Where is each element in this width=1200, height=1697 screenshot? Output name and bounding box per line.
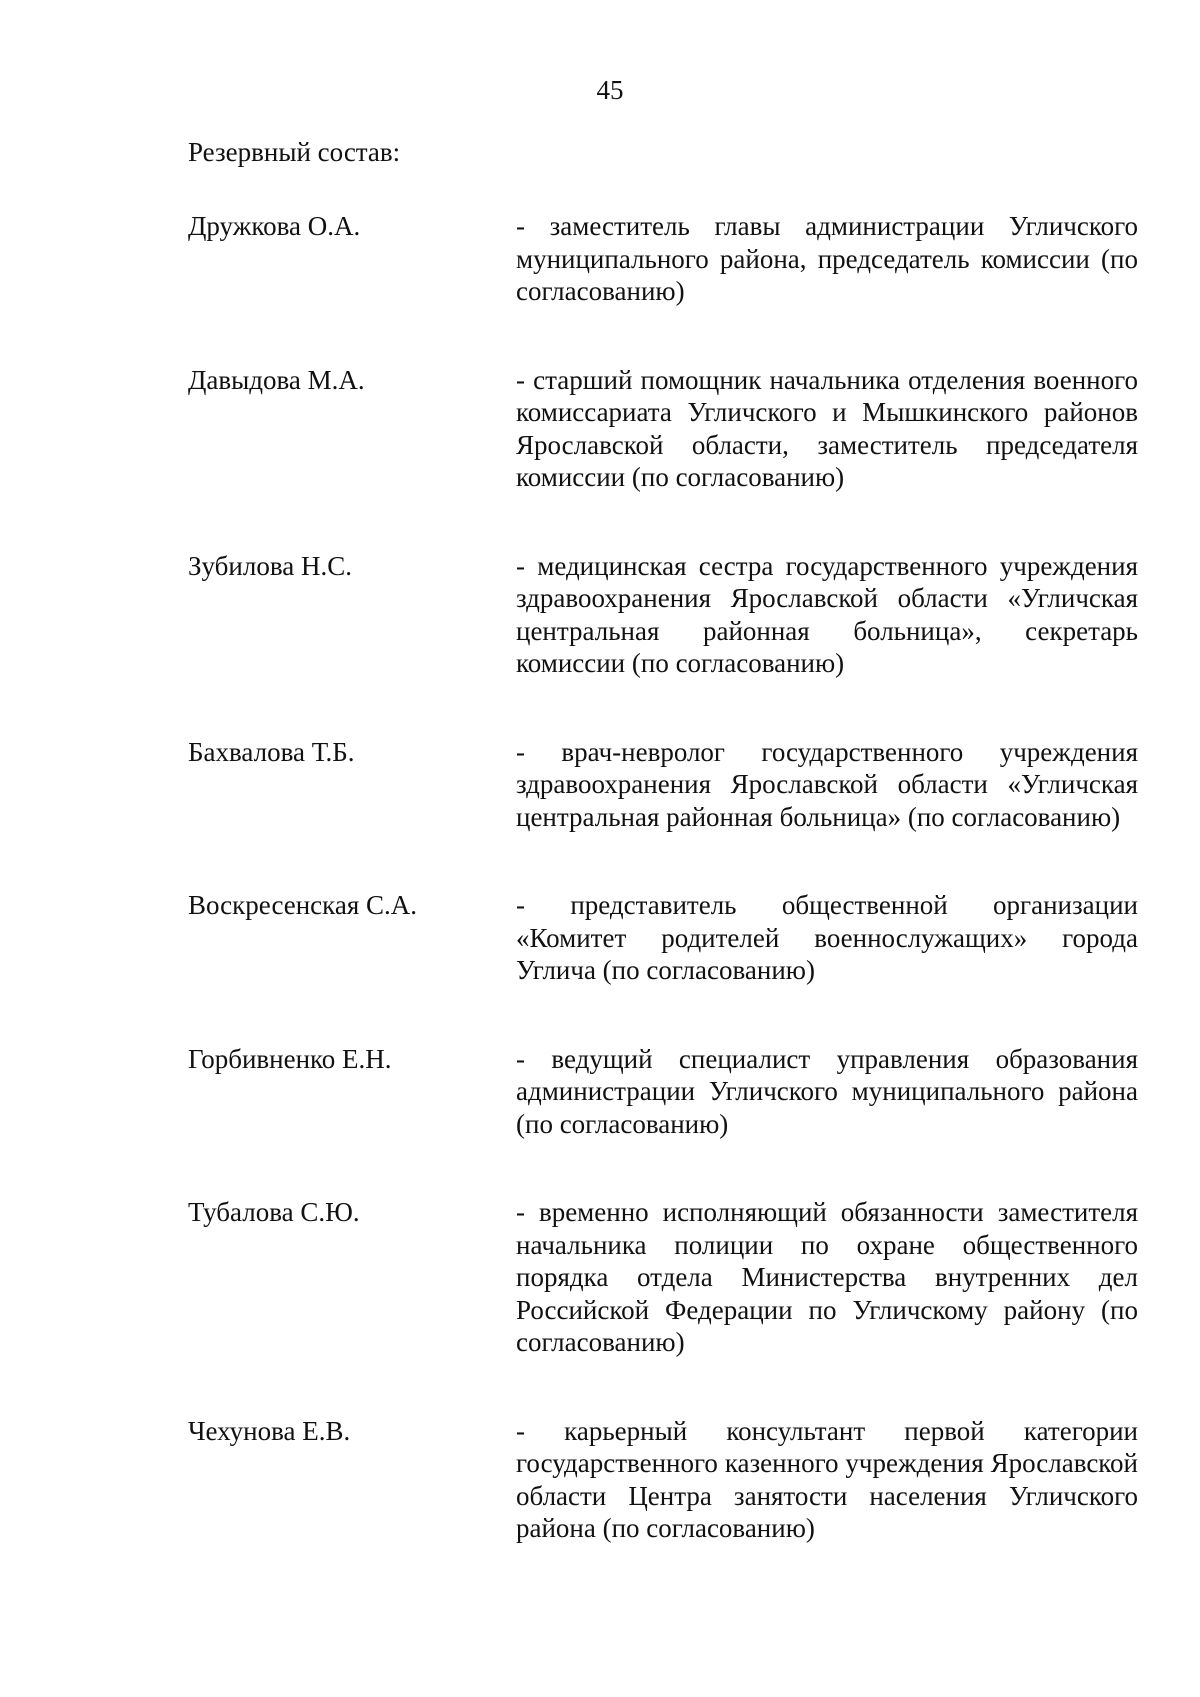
member-list xyxy=(188,210,1138,1545)
member-name: Зубилова Н.С. xyxy=(188,550,352,581)
section-title: Резервный состав: xyxy=(188,137,401,167)
member-name: Бахвалова Т.Б. xyxy=(188,736,355,767)
member-name: Тубалова С.Ю. xyxy=(188,1197,360,1227)
member-role: - представитель общественной организации «Комитет родителей военнослужащих» города Углича (по согласованию) xyxy=(516,890,1138,985)
member-name: Давыдова М.А. xyxy=(188,364,365,395)
member-role: - медицинская сестра государственного учреждения здравоохранения Ярославской области «Угличская центральная районная больница», секретарь комиссии (по согласованию) xyxy=(516,550,1138,678)
member-name: Горбивненко Е.Н. xyxy=(188,1043,392,1074)
member-role: - врач-невролог государственного учреждения здравоохранения Ярославской области «Угличская центральная районная больница» (по согласованию) xyxy=(516,736,1138,832)
member-entry xyxy=(188,1415,1138,1545)
member-role: - временно исполняющий обязанности заместителя начальника полиции по охране общественного порядка отдела Министерства внутренних дел Российской Федерации по Угличскому району (по согласованию) xyxy=(516,1197,1138,1357)
member-role: - старший помощник начальника отделения военного комиссариата Угличского и Мышкинского районов Ярославской области, заместитель председателя комиссии (по согласованию) xyxy=(516,364,1138,492)
member-entry xyxy=(188,210,1138,308)
member-entry xyxy=(188,736,1138,834)
member-role: - карьерный консультант первой категории государственного казенного учреждения Ярославской области Центра занятости населения Угличского района (по согласованию) xyxy=(516,1415,1138,1543)
member-name: Дружкова О.А. xyxy=(188,211,361,241)
member-role: - ведущий специалист управления образования администрации Угличского муниципального района (по согласованию) xyxy=(516,1043,1138,1139)
member-entry xyxy=(188,550,1138,680)
member-entry xyxy=(188,364,1138,494)
member-name: Воскресенская С.А. xyxy=(188,890,418,920)
member-entry xyxy=(188,1043,1138,1141)
member-entry xyxy=(188,889,1138,987)
page-number: 45 xyxy=(596,75,624,105)
member-name: Чехунова Е.В. xyxy=(188,1415,351,1446)
member-entry xyxy=(188,1196,1138,1359)
member-role: - заместитель главы администрации Угличского муниципального района, председатель комиссии (по согласованию) xyxy=(516,211,1138,306)
